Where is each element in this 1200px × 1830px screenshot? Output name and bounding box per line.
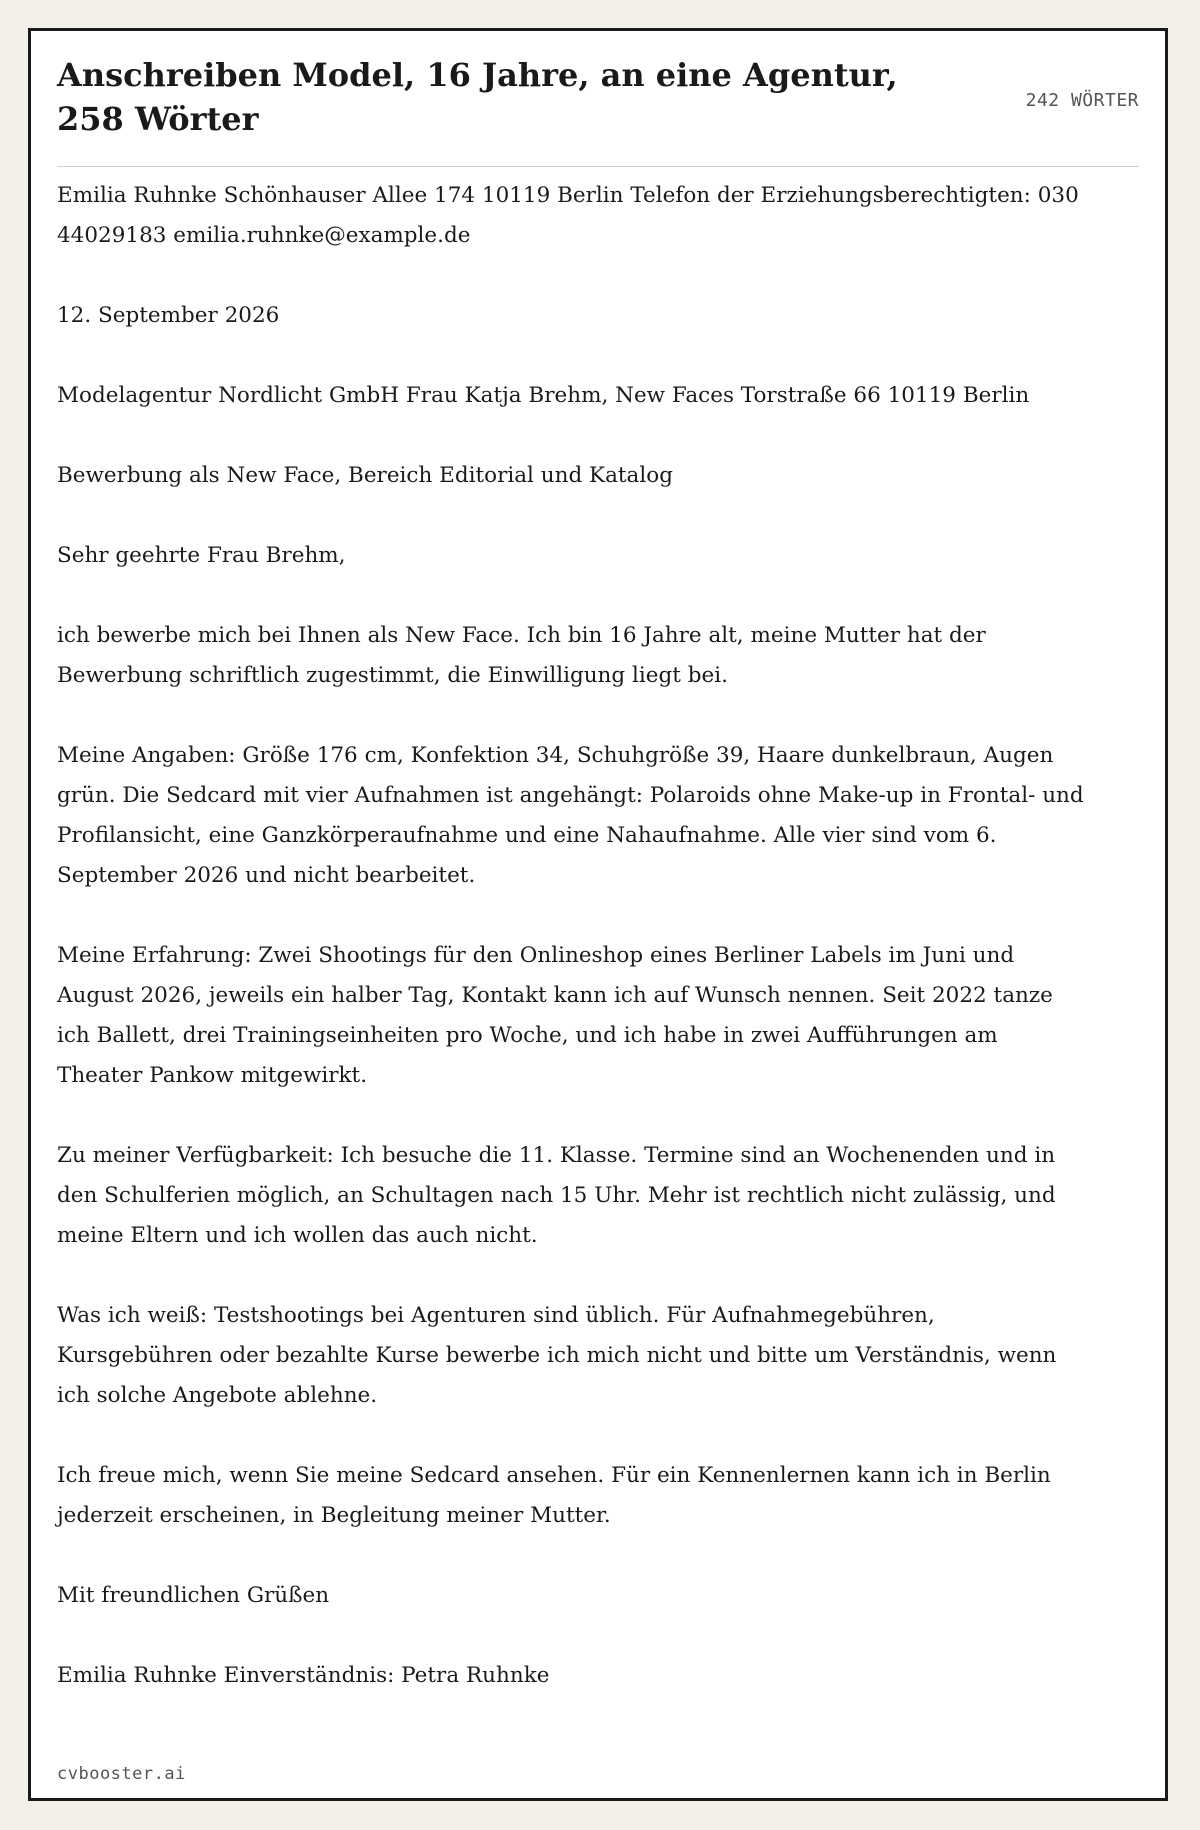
- letter-salutation: Sehr geehrte Frau Brehm,: [57, 543, 346, 568]
- letter-subject: Bewerbung als New Face, Bereich Editorial und Katalog: [57, 463, 673, 488]
- letter-paragraph: Meine Erfahrung: Zwei Shootings für den Onlineshop eines Berliner Labels im Juni und August 2026, jeweils ein halber Tag, Kontakt kann ich auf Wunsch nennen. Seit 2022 tanze ich Ballett, drei Trainingseinheiten pro Woche, und ich habe in zwei Aufführungen am Theater Pankow mitgewirkt.: [57, 943, 1053, 1088]
- document-header: [57, 53, 1139, 167]
- letter-paragraph: Meine Angaben: Größe 176 cm, Konfektion 34, Schuhgröße 39, Haare dunkelbraun, Augen grün. Die Sedcard mit vier Aufnahmen ist angehängt: Polaroids ohne Make-up in Frontal- und Profilansicht, eine Ganzkörperaufnahme und eine Nahaufnahme. Alle vier sind vom 6. September 2026 und nicht bearbeitet.: [57, 743, 1084, 888]
- letter-body: [57, 176, 1087, 1736]
- letter-signature: Emilia Ruhnke Einverständnis: Petra Ruhnke: [57, 1663, 550, 1688]
- document-title: Anschreiben Model, 16 Jahre, an eine Agentur, 258 Wörter: [57, 56, 898, 138]
- sender-block: Emilia Ruhnke Schönhauser Allee 174 10119 Berlin Telefon der Erziehungsberechtigten: 030 44029183 emilia.ruhnke@example.de: [57, 183, 1079, 248]
- letter-paragraph: Ich freue mich, wenn Sie meine Sedcard ansehen. Für ein Kennenlernen kann ich in Berlin jederzeit erscheinen, in Begleitung meiner Mutter.: [57, 1463, 1051, 1528]
- letter-paragraph: Zu meiner Verfügbarkeit: Ich besuche die 11. Klasse. Termine sind an Wochenenden und in den Schulferien möglich, an Schultagen nach 15 Uhr. Mehr ist rechtlich nicht zulässig, und meine Eltern und ich wollen das auch nicht.: [57, 1143, 1056, 1248]
- document-sheet: [28, 28, 1168, 1801]
- letter-closing: Mit freundlichen Grüßen: [57, 1583, 330, 1608]
- letter-date: 12. September 2026: [57, 303, 280, 328]
- letter-paragraph: Was ich weiß: Testshootings bei Agenturen sind üblich. Für Aufnahmegebühren, Kursgebühren oder bezahlte Kurse bewerbe ich mich nicht und bitte um Verständnis, wenn ich solche Angebote ablehne.: [57, 1303, 1057, 1408]
- word-count-label: 242 WÖRTER: [1025, 90, 1139, 111]
- recipient-block: Modelagentur Nordlicht GmbH Frau Katja Brehm, New Faces Torstraße 66 10119 Berlin: [57, 383, 1030, 408]
- brand-footer: cvbooster.ai: [57, 1764, 186, 1784]
- letter-paragraph: ich bewerbe mich bei Ihnen als New Face. Ich bin 16 Jahre alt, meine Mutter hat der Bewerbung schriftlich zugestimmt, die Einwilligung liegt bei.: [57, 623, 986, 688]
